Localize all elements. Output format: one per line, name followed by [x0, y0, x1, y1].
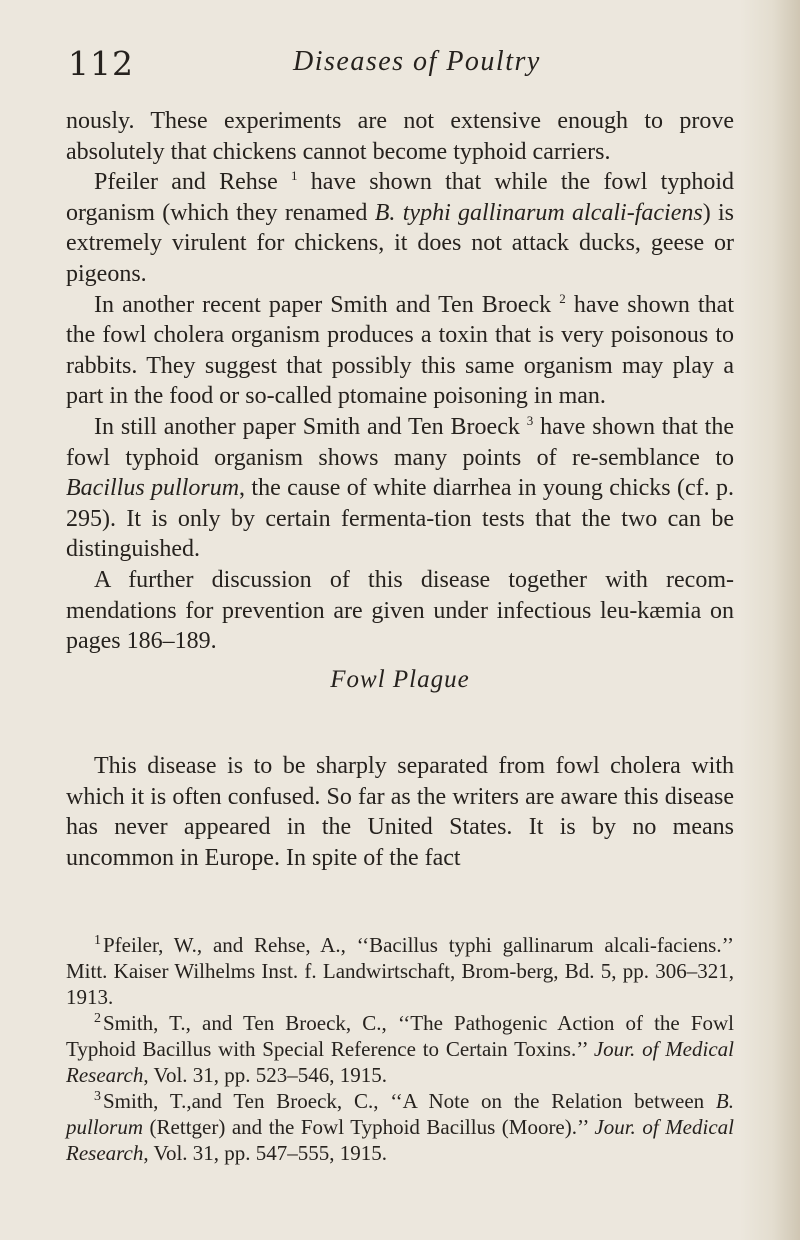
- page-number: 112: [68, 44, 134, 83]
- paragraph-4-text-b: have shown that the fowl typhoid organism shows many points of re-semblance to: [66, 413, 734, 471]
- paragraph-2-text-a: Pfeiler and Rehse: [94, 169, 291, 196]
- paragraph-5: [66, 565, 734, 657]
- page-edge-shadow: [740, 0, 800, 1240]
- paragraph-4-text-c: , the cause of white diarrhea in young chicks (cf. p. 295). It is only by certain fermenta-tion tests that the two can be distinguished.: [66, 475, 734, 563]
- footnote-text: , Vol. 31, pp. 523–546, 1915.: [143, 1063, 388, 1087]
- footnote-text: Smith, T.,and Ten Broeck, C., ‘‘A Note on the Relation between: [103, 1089, 716, 1113]
- species-name: Bacillus pullorum: [66, 475, 240, 502]
- footnote-text: Pfeiler, W., and Rehse, A., ‘‘Bacillus typhi gallinarum alcali-faciens.’’ Mitt. Kaiser Wilhelms Inst. f. Landwirtschaft, Brom-berg, Bd. 5, pp. 306–321, 1913.: [66, 933, 734, 1009]
- paragraph-4: [66, 412, 734, 565]
- paragraph-4-text-a: In still another paper Smith and Ten Broeck: [94, 413, 527, 440]
- footnote-mark: 2: [94, 1011, 101, 1026]
- section-body: [66, 751, 734, 873]
- paragraph-3-text-b: have shown that the fowl cholera organism produces a toxin that is very poisonous to rabbits. They suggest that possibly this same organism may play a part in the food or so-called ptomaine poisoning in man.: [66, 291, 734, 410]
- section-heading: Fowl Plague: [330, 666, 470, 693]
- paragraph-2-text-b: have shown that while the fowl typhoid organism (which they renamed: [66, 169, 734, 226]
- page-header: [68, 44, 728, 94]
- species-name: B. typhi gallinarum alcali-faciens: [374, 199, 703, 226]
- section-paragraph-1: This disease is to be sharply separated from fowl cholera with which it is often confused. So far as the writers are aware this disease has never appeared in the United States. It is by no means uncommon in Europe. In spite of the fact: [66, 753, 734, 871]
- paragraph-5-text: A further discussion of this disease together with recom-mendations for prevention are given under infectious leu-kæmia on pages 186–189.: [66, 566, 734, 655]
- paragraph-3: [66, 290, 734, 412]
- running-title: Diseases of Poultry: [293, 46, 541, 77]
- paragraph-1-text: nously. These experiments are not extensive enough to prove absolutely that chickens cannot become typhoid carriers.: [66, 108, 734, 165]
- footnotes: [66, 932, 734, 1166]
- footnote-mark: 3: [94, 1089, 101, 1104]
- body-text: [66, 106, 734, 657]
- footnote-ref-1: 1: [290, 168, 298, 184]
- footnote-3: [66, 1088, 734, 1166]
- paragraph-3-text-a: In another recent paper Smith and Ten Broeck: [94, 291, 560, 318]
- species-name: B. pullorum: [66, 1089, 734, 1139]
- journal-title: Jour. of Medical Research: [66, 1037, 734, 1087]
- footnote-text: Smith, T., and Ten Broeck, C., ‘‘The Pathogenic Action of the Fowl Typhoid Bacillus with Special Reference to Certain Toxins.’’: [66, 1011, 734, 1061]
- footnote-text: , Vol. 31, pp. 547–555, 1915.: [143, 1141, 388, 1165]
- paragraph-2: [66, 167, 734, 289]
- footnote-2: [66, 1010, 734, 1088]
- footnote-ref-2: 2: [559, 290, 566, 306]
- footnote-mark: 1: [94, 933, 101, 948]
- paragraph-1: [66, 106, 734, 167]
- footnote-ref-3: 3: [526, 412, 534, 428]
- journal-title: Jour. of Medical Research: [66, 1115, 734, 1165]
- paragraph-2-text-c: ) is extremely virulent for chickens, it does not attack ducks, geese or pigeons.: [66, 199, 735, 287]
- footnote-1: [66, 932, 734, 1010]
- footnote-text: (Rettger) and the Fowl Typhoid Bacillus (Moore).’’: [143, 1115, 595, 1139]
